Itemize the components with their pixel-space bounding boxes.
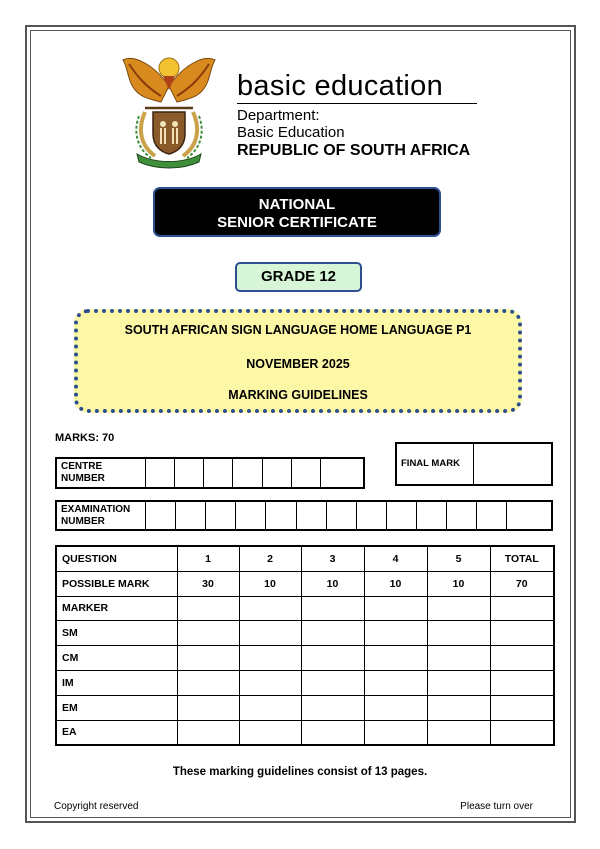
score-cell[interactable] [177, 720, 239, 745]
table-row [56, 695, 554, 720]
score-cell[interactable] [301, 695, 364, 720]
row-label: SM [56, 621, 177, 646]
possible-mark-value: 10 [239, 571, 301, 596]
score-cell[interactable] [239, 695, 301, 720]
examination-number-label [56, 501, 146, 530]
question-number: 4 [364, 546, 427, 571]
score-cell[interactable] [364, 695, 427, 720]
centre-digit-cell[interactable] [233, 458, 262, 488]
exam-digit-cell[interactable] [416, 501, 446, 530]
table-row [56, 670, 554, 695]
centre-label-line-2: NUMBER [61, 473, 105, 484]
exam-digit-cell[interactable] [507, 501, 552, 530]
exam-label-line-2: NUMBER [61, 515, 105, 527]
question-number: 3 [301, 546, 364, 571]
table-row [56, 646, 554, 671]
total-header: TOTAL [490, 546, 554, 571]
score-cell[interactable] [427, 621, 490, 646]
score-cell[interactable] [239, 646, 301, 671]
table-row [56, 621, 554, 646]
subject-panel [74, 309, 522, 413]
question-header: QUESTION [56, 546, 177, 571]
brand-wordmark: basic education [237, 70, 477, 104]
exam-digit-cell[interactable] [176, 501, 206, 530]
subject-title: SOUTH AFRICAN SIGN LANGUAGE HOME LANGUAGE P1 [124, 323, 472, 337]
score-cell[interactable] [239, 720, 301, 745]
possible-mark-value: 10 [427, 571, 490, 596]
table-row [56, 596, 554, 621]
possible-mark-value: 10 [364, 571, 427, 596]
possible-mark-total: 70 [490, 571, 554, 596]
score-cell[interactable] [427, 670, 490, 695]
final-mark-label: FINAL MARK [396, 443, 474, 485]
certificate-line-1: NATIONAL [258, 196, 336, 213]
department-block [237, 70, 477, 160]
score-cell[interactable] [490, 670, 554, 695]
page-count-note: These marking guidelines consist of 13 pages. [172, 766, 428, 778]
score-cell[interactable] [364, 646, 427, 671]
row-label: IM [56, 670, 177, 695]
centre-digit-cell[interactable] [204, 458, 233, 488]
possible-mark-row [56, 571, 554, 596]
score-cell[interactable] [427, 596, 490, 621]
centre-digit-cell[interactable] [175, 458, 204, 488]
exam-digit-cell[interactable] [146, 501, 176, 530]
score-cell[interactable] [177, 596, 239, 621]
exam-digit-cell[interactable] [386, 501, 416, 530]
centre-label-line-1: CENTRE [61, 461, 103, 472]
score-cell[interactable] [427, 695, 490, 720]
centre-digit-cell[interactable] [146, 458, 175, 488]
exam-digit-cell[interactable] [236, 501, 266, 530]
score-cell[interactable] [490, 695, 554, 720]
score-header-row [56, 546, 554, 571]
score-cell[interactable] [239, 621, 301, 646]
grade-badge: GRADE 12 [235, 262, 362, 292]
copyright-footer: Copyright reserved [54, 801, 139, 812]
row-label: EA [56, 720, 177, 745]
score-cell[interactable] [364, 596, 427, 621]
question-number: 5 [427, 546, 490, 571]
score-cell[interactable] [177, 670, 239, 695]
score-table [55, 545, 555, 746]
exam-label-line-1: EXAMINATION [61, 503, 131, 515]
score-cell[interactable] [301, 596, 364, 621]
score-cell[interactable] [490, 720, 554, 745]
score-cell[interactable] [364, 670, 427, 695]
department-label: Department: [237, 107, 320, 124]
turn-over-footer: Please turn over [460, 801, 533, 812]
centre-digit-cell[interactable] [291, 458, 320, 488]
question-number: 2 [239, 546, 301, 571]
possible-mark-label: POSSIBLE MARK [56, 571, 177, 596]
score-cell[interactable] [301, 670, 364, 695]
exam-digit-cell[interactable] [206, 501, 236, 530]
table-row [56, 720, 554, 745]
exam-digit-cell[interactable] [326, 501, 356, 530]
score-cell[interactable] [177, 646, 239, 671]
row-label: CM [56, 646, 177, 671]
score-cell[interactable] [301, 621, 364, 646]
score-cell[interactable] [364, 720, 427, 745]
centre-digit-cell[interactable] [320, 458, 364, 488]
department-name: Basic Education [237, 124, 345, 141]
final-mark-cell[interactable] [474, 443, 553, 485]
exam-digit-cell[interactable] [356, 501, 386, 530]
exam-digit-cell[interactable] [477, 501, 507, 530]
country-name: REPUBLIC OF SOUTH AFRICA [237, 142, 471, 159]
score-cell[interactable] [364, 621, 427, 646]
document-type: MARKING GUIDELINES [228, 388, 368, 402]
row-label: EM [56, 695, 177, 720]
centre-number-label [56, 458, 146, 488]
score-cell[interactable] [301, 646, 364, 671]
question-number: 1 [177, 546, 239, 571]
score-cell[interactable] [239, 596, 301, 621]
score-cell[interactable] [301, 720, 364, 745]
exam-digit-cell[interactable] [447, 501, 477, 530]
exam-date: NOVEMBER 2025 [246, 357, 350, 371]
certificate-line-2: SENIOR CERTIFICATE [217, 214, 377, 231]
final-mark-box [395, 442, 553, 486]
exam-digit-cell[interactable] [296, 501, 326, 530]
score-cell[interactable] [490, 596, 554, 621]
possible-mark-value: 30 [177, 571, 239, 596]
row-label: MARKER [56, 596, 177, 621]
south-african-coat-of-arms-icon [115, 46, 223, 170]
possible-mark-value: 10 [301, 571, 364, 596]
score-cell[interactable] [427, 720, 490, 745]
total-marks: MARKS: 70 [55, 432, 115, 444]
score-cell[interactable] [239, 670, 301, 695]
centre-number-grid [55, 457, 365, 489]
score-cell[interactable] [177, 621, 239, 646]
score-cell[interactable] [177, 695, 239, 720]
score-cell[interactable] [490, 646, 554, 671]
certificate-banner [153, 187, 441, 237]
score-cell[interactable] [490, 621, 554, 646]
examination-number-grid [55, 500, 553, 531]
exam-digit-cell[interactable] [266, 501, 296, 530]
centre-digit-cell[interactable] [262, 458, 291, 488]
score-cell[interactable] [427, 646, 490, 671]
